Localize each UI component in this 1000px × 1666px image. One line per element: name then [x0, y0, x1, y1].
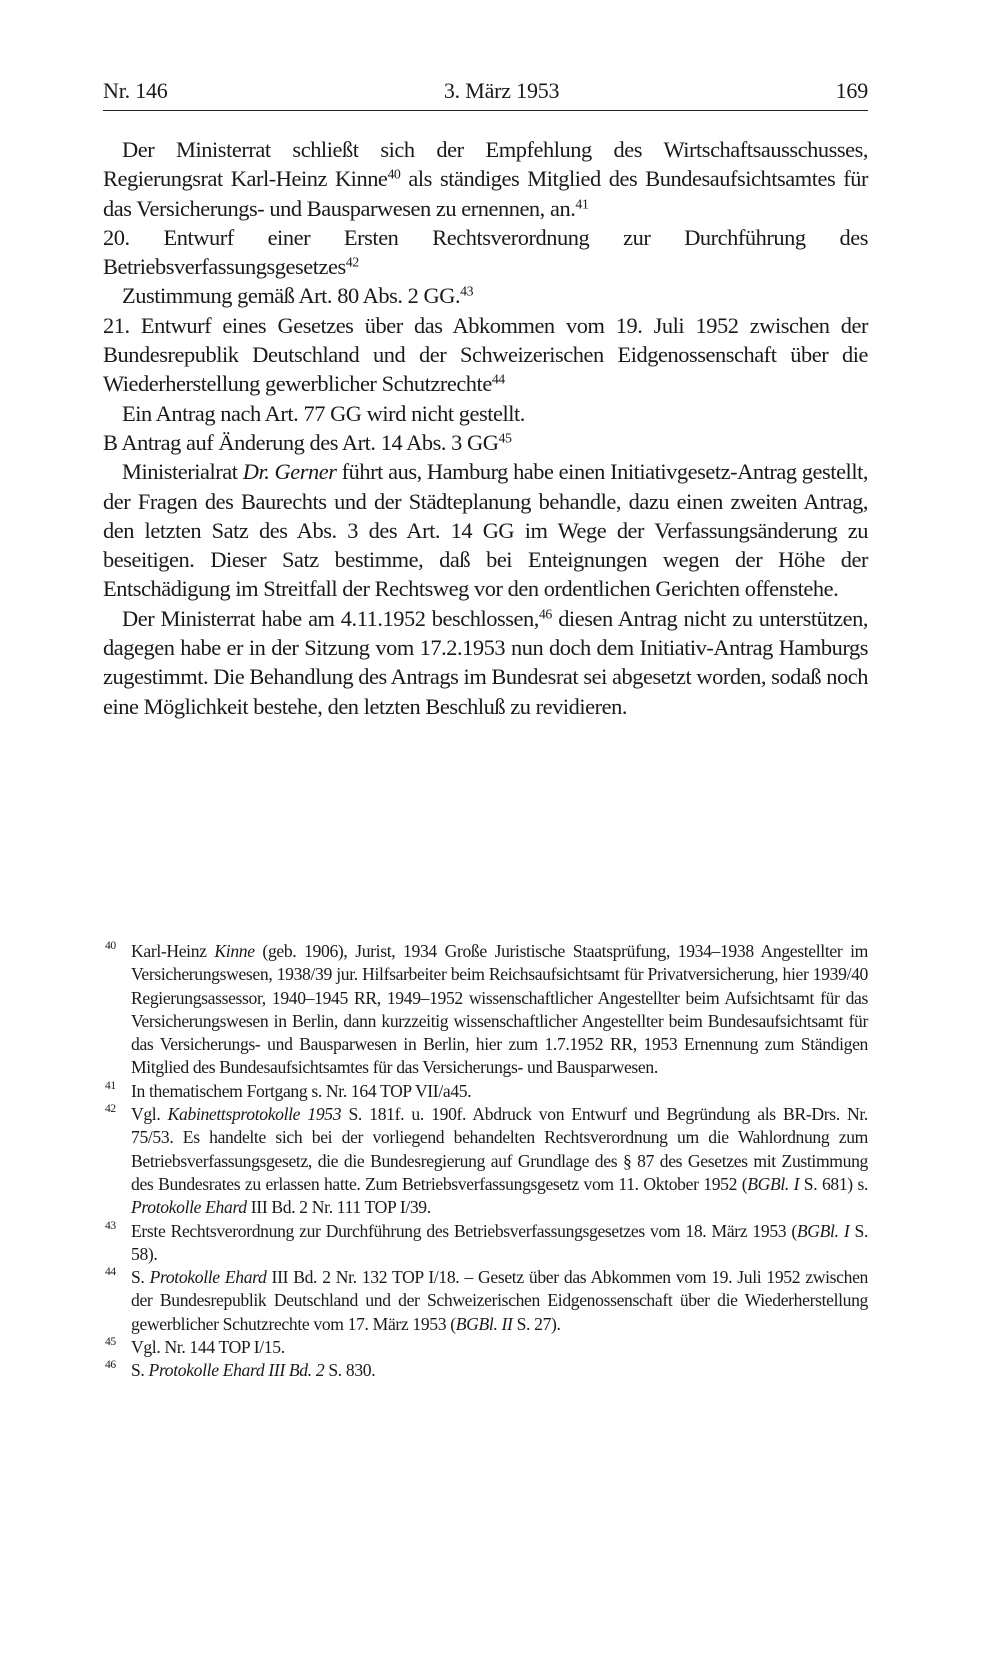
person-name: Dr. Gerner — [242, 459, 337, 485]
main-text — [103, 135, 868, 721]
document-number: Nr. 146 — [103, 78, 168, 103]
footnote-number: 40 — [105, 940, 116, 952]
footnote-42: 42 Vgl. Kabinettsprotokolle 1953 S. 181f. u. 190f. Abdruck von Entwurf und Begründung als BR-Drs. Nr. 75/53. Es handelte sich bei der vorliegend behandelten Rechtsverordnung um die Wahlordnung zum Betriebsverfassungsgesetz, die die Bundesregierung auf Grundlage des § 87 des Gesetzes mit Zustimmung des Bundesrates zu erlassen hatte. Zum Betriebsverfassungsgesetz vom 11. Oktober 1952 (BGBl. I S. 681) s. Protokolle Ehard III Bd. 2 Nr. 111 TOP I/39. — [103, 1103, 868, 1219]
footnote-46: 46 S. Protokolle Ehard III Bd. 2 S. 830. — [103, 1359, 868, 1382]
agenda-item-21: 21. Entwurf eines Gesetzes über das Abkommen vom 19. Juli 1952 zwischen der Bundesrepublik Deutschland und der Schweizerischen Eidgenossenschaft über die Wiederherstellung gewerblicher Schutzrechte$^{44}$ — [103, 312, 868, 397]
agenda-item-b: B Antrag auf Änderung des Art. 14 Abs. 3 GG$^{45}$ — [103, 429, 512, 455]
page — [103, 78, 868, 721]
footnote-ref-40[interactable]: 40 — [387, 167, 401, 183]
footnote-number: 46 — [105, 1359, 116, 1372]
footnote-number: 43 — [105, 1219, 116, 1232]
running-head — [103, 78, 868, 111]
footnote-ref-46[interactable]: 46 — [538, 607, 552, 623]
footnote-45: 45 Vgl. Nr. 144 TOP I/15. — [103, 1336, 868, 1359]
agenda-item-20: 20. Entwurf einer Ersten Rechtsverordnung zur Durchführung des Betriebsverfassungsgesetzes$^{42}$ — [103, 224, 868, 280]
footnote-number: 45 — [105, 1336, 116, 1349]
footnotes — [103, 940, 868, 1383]
footnote-ref-42[interactable]: 42 — [345, 255, 359, 271]
footnote-ref-45[interactable]: 45 — [498, 431, 512, 447]
footnote-number: 44 — [105, 1266, 116, 1279]
footnote-number: 41 — [105, 1079, 116, 1092]
paragraph-gerner: Ministerialrat Dr. Gerner führt aus, Hamburg habe einen Initiativgesetz-Antrag gestellt, der Fragen des Baurechts und der Städteplanung behandle, dazu einen zweiten Antrag, den letzten Satz des Abs. 3 des Art. 14 GG im Wege der Verfassungsänderung zu beseitigen. Dieser Satz bestimme, daß bei Enteignungen wegen der Höhe der Entschädigung im Streitfall der Rechtsweg vor den ordentlichen Gerichten offenstehe. — [103, 459, 869, 602]
footnote-ref-43[interactable]: 43 — [460, 284, 474, 300]
paragraph-decision-kinne: Der Ministerrat schließt sich der Empfehlung des Wirtschaftsausschusses, Regierungsrat Karl-Heinz Kinne$^{40}$ als ständiges Mitglied des Bundesaufsichtsamtes für das Versicherungs- und Bausparwesen zu ernennen, an.$^{41}$ — [103, 137, 868, 221]
footnote-number: 42 — [105, 1103, 116, 1116]
agenda-item-20-note: Zustimmung gemäß Art. 80 Abs. 2 GG.$^{43}$ — [122, 283, 474, 309]
footnote-43: 43 Erste Rechtsverordnung zur Durchführung des Betriebsverfassungsgesetzes vom 18. März 1953 (BGBl. I S. 58). — [103, 1220, 868, 1267]
footnote-40: 40 Karl-Heinz Kinne (geb. 1906), Jurist, 1934 Große Juristische Staatsprüfung, 1934–1938 Angestellter im Versicherungswesen, 1938/39 jur. Hilfsarbeiter beim Reichsaufsichtsamt für Privatversicherung, hier 1939/40 Regierungsassessor, 1940–1945 RR, 1949–1952 wissenschaftlicher Angestellter beim Aufsichtsamt für das Versicherungswesen in Berlin, dann kurzzeitig wissenschaftlicher Angestellter beim Bundesaufsichtsamt für das Versicherungs- und Bausparwesen in Berlin, hier zum 1.7.1952 RR, 1953 Ernennung zum Ständigen Mitglied des Bundesaufsichtsamtes für das Versicherungs- und Bausparwesen. — [103, 940, 868, 1080]
footnote-44: 44 S. Protokolle Ehard III Bd. 2 Nr. 132 TOP I/18. – Gesetz über das Abkommen vom 19. Juli 1952 zwischen der Bundesrepublik Deutschland und der Schweizerischen Eidgenossenschaft über die Wiederherstellung gewerblicher Schutzrechte vom 17. März 1953 (BGBl. II S. 27). — [103, 1266, 868, 1336]
footnote-ref-41[interactable]: 41 — [575, 196, 589, 212]
footnote-ref-44[interactable]: 44 — [491, 372, 505, 388]
page-number: 169 — [835, 78, 868, 103]
paragraph-ministerrat-decision: Der Ministerrat habe am 4.11.1952 beschlossen,$^{46}$ diesen Antrag nicht zu unterstützen, dagegen habe er in der Sitzung vom 17.2.1953 nun doch dem Initiativ-Antrag Hamburgs zugestimmt. Die Behandlung des Antrags im Bundesrat sei abgesetzt worden, sodaß noch eine Möglichkeit bestehe, den letzten Beschluß zu revidieren. — [103, 605, 868, 719]
agenda-item-21-note: Ein Antrag nach Art. 77 GG wird nicht gestellt. — [122, 400, 525, 426]
session-date: 3. März 1953 — [443, 78, 560, 103]
footnote-41: 41 In thematischem Fortgang s. Nr. 164 TOP VII/a45. — [103, 1080, 868, 1103]
